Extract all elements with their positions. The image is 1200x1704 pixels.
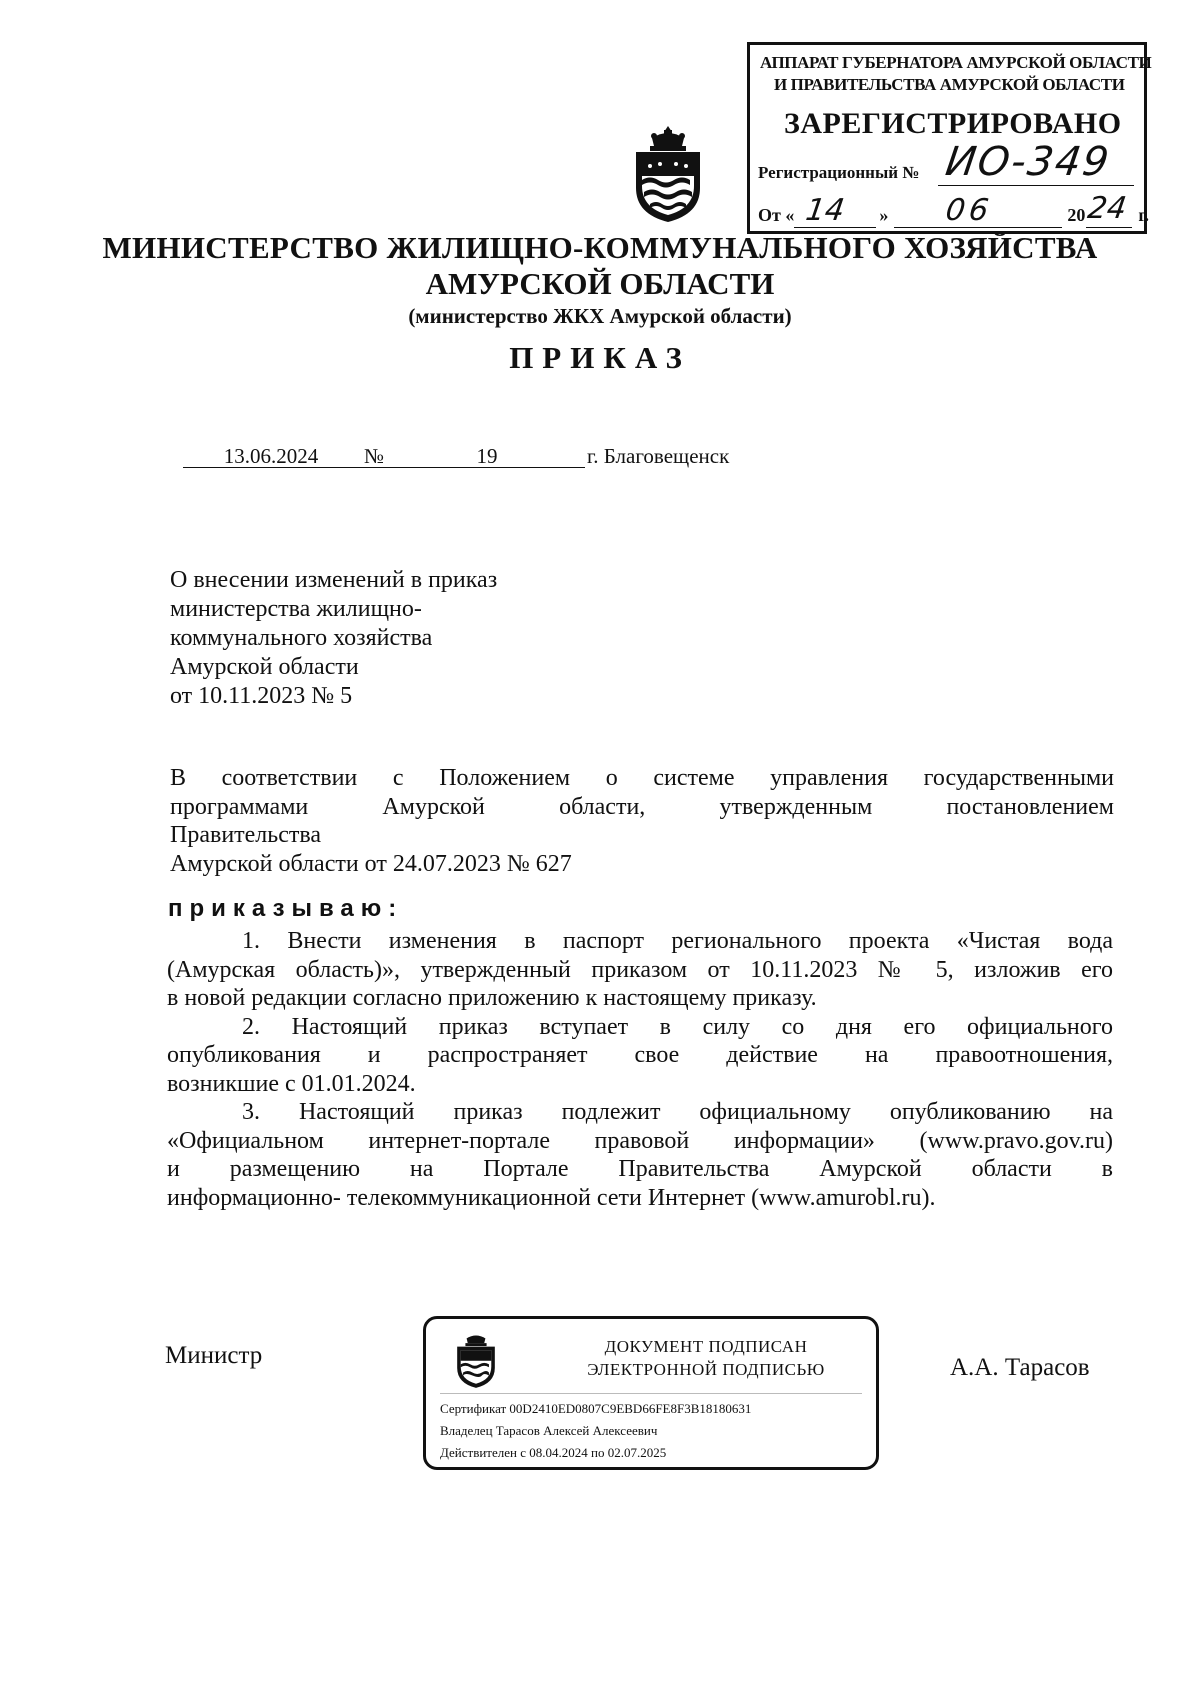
item-line: 2. Настоящий приказ вступает в силу со дня его официального bbox=[242, 1013, 1113, 1040]
item-line: опубликования и распространяет свое действие на правоотношения, bbox=[167, 1042, 1113, 1068]
ministry-name-line-2: АМУРСКОЙ ОБЛАСТИ bbox=[425, 266, 775, 301]
order-date: 13.06.2024 bbox=[183, 445, 359, 468]
stamp-date-suffix: г. bbox=[1138, 205, 1149, 225]
stamp-year-underline bbox=[1086, 227, 1132, 228]
basis-line: Правительства bbox=[170, 822, 322, 848]
basis-line: программами Амурской области, утвержденным постановлением bbox=[170, 793, 1114, 820]
esig-certificate: Сертификат 00D2410ED0807C9EBD66FE8F3B18180631 bbox=[440, 1401, 752, 1416]
signatory-position: Министр bbox=[165, 1342, 263, 1369]
basis-line: Амурской области от 24.07.2023 № 627 bbox=[170, 850, 572, 877]
item-line: и размещению на Портале Правительства Амурской области в bbox=[167, 1156, 1113, 1182]
item-line: 3. Настоящий приказ подлежит официальному опубликованию на bbox=[242, 1099, 1113, 1125]
subject-line: министерства жилищно- bbox=[170, 596, 422, 622]
ministry-short-name: (министерство ЖКХ Амурской области) bbox=[408, 304, 792, 328]
stamp-org-line-2: И ПРАВИТЕЛЬСТВА АМУРСКОЙ ОБЛАСТИ bbox=[774, 75, 1125, 94]
item-line: возникшие с 01.01.2024. bbox=[167, 1070, 416, 1097]
stamp-reg-number: ИО-349 bbox=[942, 139, 1114, 185]
item-line: в новой редакции согласно приложению к настоящему приказу. bbox=[167, 985, 817, 1011]
item-line: (Амурская область)», утвержденный приказом от 10.11.2023 № 5, изложив его bbox=[167, 956, 1113, 983]
stamp-date-year-prefix: 20 bbox=[1067, 205, 1086, 225]
esig-title-line-1: ДОКУМЕНТ ПОДПИСАН bbox=[604, 1337, 808, 1356]
legal-basis-paragraph bbox=[170, 764, 1114, 878]
stamp-reg-number-label: Регистрационный № bbox=[758, 163, 920, 182]
order-number: 19 bbox=[389, 445, 585, 468]
coat-of-arms-emblem bbox=[630, 122, 706, 224]
command-word: приказываю: bbox=[168, 895, 404, 922]
stamp-reg-number-underline bbox=[938, 185, 1134, 186]
order-number-label: № bbox=[359, 445, 389, 468]
stamp-date-year-suffix: 24 bbox=[1085, 191, 1129, 226]
basis-line: В соответствии с Положением о системе управления государственными bbox=[170, 765, 1114, 791]
stamp-emblem-icon bbox=[452, 1329, 500, 1389]
esig-owner: Владелец Тарасов Алексей Алексеевич bbox=[440, 1423, 658, 1438]
esig-title-line-2: ЭЛЕКТРОННОЙ ПОДПИСЬЮ bbox=[587, 1360, 825, 1379]
document-type-title: ПРИКАЗ bbox=[509, 340, 691, 375]
esig-divider bbox=[440, 1393, 862, 1394]
signatory-name: А.А. Тарасов bbox=[950, 1354, 1090, 1381]
order-details-row bbox=[183, 444, 729, 469]
stamp-org-line-1: АППАРАТ ГУБЕРНАТОРА АМУРСКОЙ ОБЛАСТИ bbox=[760, 53, 1152, 72]
item-line: 1. Внести изменения в паспорт регионального проекта «Чистая вода bbox=[242, 928, 1113, 954]
order-item-2 bbox=[167, 1013, 1113, 1099]
esig-validity: Действителен с 08.04.2024 по 02.07.2025 bbox=[440, 1445, 667, 1460]
order-item-3 bbox=[167, 1098, 1113, 1212]
subject-line: О внесении изменений в приказ bbox=[170, 567, 498, 593]
stamp-registered-title: ЗАРЕГИСТРИРОВАНО bbox=[784, 107, 1122, 140]
order-item-1 bbox=[167, 927, 1113, 1013]
electronic-signature-stamp bbox=[423, 1316, 879, 1470]
order-place: г. Благовещенск bbox=[587, 444, 730, 468]
item-line: «Официальном интернет-портале правовой информации» (www.pravo.gov.ru) bbox=[167, 1127, 1113, 1154]
order-items bbox=[167, 927, 1113, 1212]
ministry-name-line-1: МИНИСТЕРСТВО ЖИЛИЩНО-КОММУНАЛЬНОГО ХОЗЯЙСТВА bbox=[102, 230, 1098, 265]
stamp-date-day: 14 bbox=[803, 193, 847, 228]
stamp-date-month: 06 bbox=[943, 193, 995, 228]
stamp-date-prefix: От « bbox=[758, 205, 795, 225]
subject-line: коммунального хозяйства bbox=[170, 625, 433, 651]
registration-stamp bbox=[747, 42, 1152, 234]
subject-line: от 10.11.2023 № 5 bbox=[170, 683, 353, 709]
item-line: информационно- телекоммуникационной сети Интернет (www.amurobl.ru). bbox=[167, 1184, 936, 1211]
order-subject bbox=[170, 566, 497, 711]
subject-line: Амурской области bbox=[170, 654, 359, 680]
stamp-date-mid: » bbox=[879, 205, 889, 225]
